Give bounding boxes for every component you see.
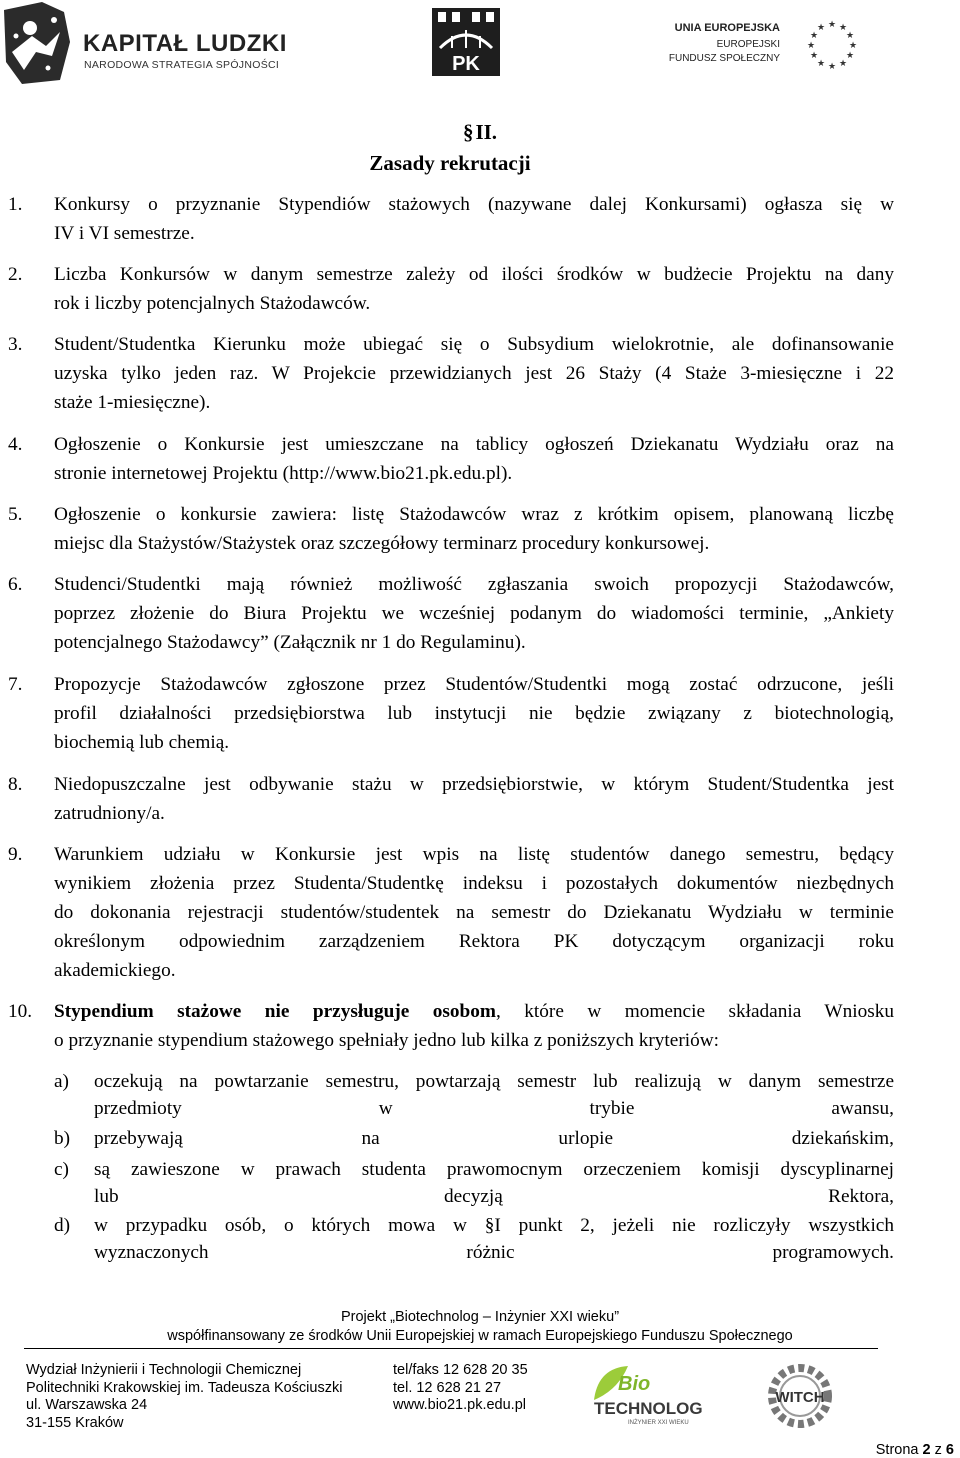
sub-list-item-line: oczekują na powtarzanie semestru, powtarzają semestr lub realizują w danym semestrze <box>94 1071 894 1092</box>
paragraph-sign: § <box>462 120 474 144</box>
list-item-line: Konkursy o przyznanie Stypendiów stażowych (nazywane dalej Konkursami) ogłasza się w <box>54 194 894 215</box>
svg-text:★: ★ <box>845 31 855 41</box>
list-item-line: potencjalnego Stażodawcy” (Załącznik nr 1 do Regulaminu). <box>54 632 526 653</box>
footer-contact <box>393 1362 528 1415</box>
list-item-line: Liczba Konkursów w danym semestrze zależy od ilości środków w budżecie Projektu na dany <box>54 264 894 285</box>
pk-label: PK <box>452 53 480 75</box>
section-number <box>0 120 960 145</box>
sub-list-item-label: c) <box>54 1159 69 1180</box>
svg-text:★: ★ <box>848 41 858 51</box>
list-item-line: stronie internetowej Projektu (http://www.bio21.pk.edu.pl). <box>54 463 513 484</box>
contact-phone: tel. 12 628 21 27 <box>393 1379 502 1396</box>
page-total: 6 <box>945 1442 954 1458</box>
list-item-line: określonym odpowiednim zarządzeniem Rektora PK dotyczącym organizacji roku <box>54 931 894 952</box>
list-item-line: Ogłoszenie o konkursie zawiera: listę Stażodawców wraz z krótkim opisem, planowaną liczbę <box>54 504 894 525</box>
list-item-bold: Stypendium stażowe nie przysługuje osobom <box>54 1001 496 1022</box>
svg-text:★: ★ <box>827 20 837 30</box>
list-item-number: 1. <box>8 194 23 215</box>
svg-text:★: ★ <box>816 23 826 33</box>
footer-project: Projekt „Biotechnolog – Inżynier XXI wieku” <box>340 1309 620 1325</box>
kapital-ludzki-title: KAPITAŁ LUDZKI <box>83 30 287 57</box>
list-item-line: uzyska tylko jeden raz. W Projekcie przewidzianych jest 26 Staży (4 Staże 3-miesięczne i 22 <box>54 363 894 384</box>
sub-list-item-label: b) <box>54 1128 71 1149</box>
list-item-line: zatrudniony/a. <box>54 803 165 824</box>
svg-text:★: ★ <box>838 59 848 69</box>
page-sep: z <box>934 1442 942 1458</box>
svg-text:★: ★ <box>816 59 826 69</box>
footer-divider <box>24 1348 878 1349</box>
sub-list-item-label: a) <box>54 1071 69 1092</box>
list-item-number: 4. <box>8 434 23 455</box>
politechnika-krakowska-logo-icon <box>432 8 500 76</box>
page-label: Strona <box>875 1442 919 1458</box>
bio-logo-text: TECHNOLOG <box>594 1399 703 1418</box>
sub-list-item-line: są zawieszone w prawach studenta prawomocnym orzeczeniem komisji dyscyplinarnej <box>94 1159 894 1180</box>
address-line: ul. Warszawska 24 <box>26 1397 148 1413</box>
list-item-number: 5. <box>8 504 23 525</box>
list-item-number: 3. <box>8 334 23 355</box>
address-line: Wydział Inżynierii i Technologii Chemicznej <box>26 1362 302 1378</box>
list-item-line: Warunkiem udziału w Konkursie jest wpis na listę studentów danego semestru, będący <box>54 844 894 865</box>
footer-address <box>26 1362 342 1432</box>
svg-text:★: ★ <box>809 51 819 61</box>
sub-list-item-line: przedmioty w trybie awansu, <box>94 1098 894 1119</box>
footer-cofinance: współfinansowany ze środków Unii Europejskiej w ramach Europejskiego Funduszu Społecznego <box>167 1328 793 1344</box>
sub-list-item-line: przebywają na urlopie dziekańskim, <box>94 1128 894 1149</box>
list-item-line: profil działalności przedsiębiorstwa lub instytucji nie będzie związany z biotechnologią, <box>54 703 894 724</box>
list-item-number: 6. <box>8 574 23 595</box>
list-item-line: wynikiem złożenia przez Studenta/Studentkę indeksu i pozostałych dokumentów niezbędnych <box>54 873 894 894</box>
list-item-line: poprzez złożenie do Biura Projektu we wcześniej podanym do wiadomości terminie, „Ankiety <box>54 603 894 624</box>
eu-line2: EUROPEJSKI <box>716 39 780 50</box>
kapital-ludzki-subtitle: NARODOWA STRATEGIA SPÓJNOŚCI <box>84 59 280 71</box>
list-item-number: 10. <box>8 1001 33 1022</box>
list-item-rest: , które w momencie składania Wniosku <box>495 1001 895 1022</box>
list-item-line <box>54 997 894 1026</box>
list-item-line: akademickiego. <box>54 960 176 981</box>
eu-logo <box>668 18 868 78</box>
contact-phone-fax: tel/faks 12 628 20 35 <box>393 1362 528 1378</box>
list-item-line: Student/Studentka Kierunku może ubiegać się o Subsydium wielokrotnie, ale dofinansowanie <box>54 334 894 355</box>
svg-text:★: ★ <box>806 41 816 51</box>
list-item-line: Niedopuszczalne jest odbywanie stażu w przedsiębiorstwie, w którym Student/Studentka jest <box>54 774 894 795</box>
sub-list-item-line: wyznaczonych różnic programowych. <box>94 1242 894 1263</box>
svg-text:★: ★ <box>838 23 848 33</box>
list-item-line: Propozycje Stażodawców zgłoszone przez Studentów/Studentki mogą zostać odrzucone, jeśli <box>54 674 894 695</box>
page-number <box>876 1442 954 1458</box>
sub-list-item-line: lub decyzją Rektora, <box>94 1186 894 1207</box>
list-item-line: biochemią lub chemią. <box>54 732 230 753</box>
section-number-text: II. <box>475 120 498 144</box>
section-title: Zasady rekrutacji <box>369 151 531 175</box>
svg-text:★: ★ <box>809 31 819 41</box>
witch-logo-text: WITCH <box>775 1389 825 1406</box>
list-item-line: Studenci/Studentki mają również możliwość zgłaszania swoich propozycji Stażodawców, <box>54 574 894 595</box>
eu-stars-icon <box>806 18 858 70</box>
list-item-number: 9. <box>8 844 23 865</box>
list-item-line: miejsc dla Stażystów/Stażystek oraz szczegółowy terminarz procedury konkursowej. <box>54 533 710 554</box>
list-item-number: 7. <box>8 674 23 695</box>
bio-logo-top: Bio <box>618 1373 651 1395</box>
eu-line1: UNIA EUROPEJSKA <box>674 22 780 34</box>
contact-website[interactable]: www.bio21.pk.edu.pl <box>393 1397 526 1413</box>
list-item-line: o przyznanie stypendium stażowego spełniały jedno lub kilka z poniższych kryteriów: <box>54 1030 720 1051</box>
list-item-number: 8. <box>8 774 23 795</box>
sub-list-item-line: w przypadku osób, o których mowa w §I punkt 2, jeżeli nie rozliczyły wszystkich <box>94 1215 894 1236</box>
kapital-ludzki-logo <box>0 0 290 84</box>
kapital-ludzki-emblem-icon <box>2 2 72 84</box>
svg-text:★: ★ <box>845 51 855 61</box>
page-current: 2 <box>922 1442 931 1458</box>
witch-logo-icon <box>752 1362 848 1432</box>
list-item-line: Ogłoszenie o Konkursie jest umieszczane na tablicy ogłoszeń Dziekanatu Wydziału oraz na <box>54 434 894 455</box>
page-header <box>0 0 960 90</box>
bio-logo-small: INŻYNIER XXI WIEKU <box>628 1420 689 1426</box>
list-item-line: rok i liczby potencjalnych Stażodawców. <box>54 293 371 314</box>
list-item-line: staże 1-miesięczne). <box>54 392 211 413</box>
list-item-number: 2. <box>8 264 23 285</box>
sub-list-item-label: d) <box>54 1215 71 1236</box>
svg-text:★: ★ <box>827 62 837 70</box>
list-item-line: IV i VI semestrze. <box>54 223 195 244</box>
address-line: Politechniki Krakowskiej im. Tadeusza Kościuszki <box>26 1379 343 1396</box>
eu-line3: FUNDUSZ SPOŁECZNY <box>668 53 780 64</box>
list-item-line: do dokonania rejestracji studentów/studentek na semestr do Dziekanatu Wydziału w terminie <box>54 902 894 923</box>
address-line: 31-155 Kraków <box>26 1414 124 1431</box>
biotechnolog-logo-icon <box>588 1360 708 1430</box>
